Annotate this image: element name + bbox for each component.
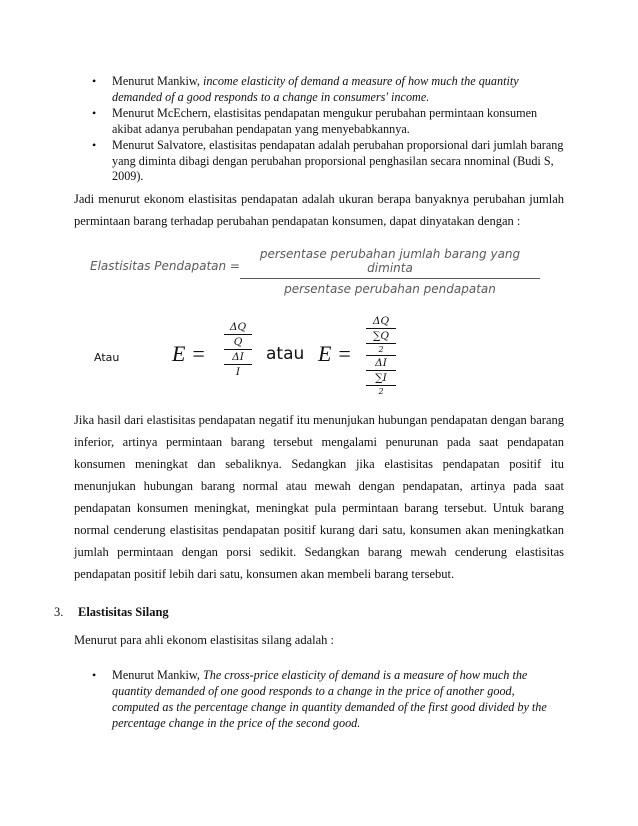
formula-numerator: persentase perubahan jumlah barang yang diminta: [259, 247, 521, 275]
fraction-bar: [366, 343, 396, 344]
fraction-bar: [366, 385, 396, 386]
paragraph-income-definition: Jadi menurut ekonom elastisitas pendapatan adalah ukuran berapa banyaknya perubahan jumlah permintaan barang terhadap perubahan pendapatan konsumen, dapat dinyatakan dengan :: [74, 192, 564, 228]
list-item-text: Menurut Mankiw,: [112, 668, 203, 682]
atau-label: Atau: [94, 351, 120, 364]
e2-denominator-divisor: 2: [378, 387, 384, 396]
e1-denominator-top: ΔI: [232, 351, 244, 363]
fraction-bar: [224, 364, 252, 365]
bullet-icon: •: [92, 138, 97, 152]
list-item: [84, 74, 564, 105]
formula-e1-lhs: E =: [172, 341, 206, 366]
bullet-icon: •: [92, 74, 97, 88]
list-item-text: Menurut McEchern, elastisitas pendapatan mengukur perubahan permintaan konsumen akibat adanya perubahan pendapatan yang menyebabkannya.: [112, 106, 538, 136]
e2-denominator-sum: ∑I: [375, 372, 387, 384]
definition-list-cross: [84, 667, 564, 732]
fraction-bar: [366, 370, 396, 371]
list-item-italic: The cross-price elasticity of demand is a measure of how much the quantity demanded of one good responds to a change in the price of another good, computed as the percentage change in quantity demanded of the first good divided by the percentage change in the price of the second good.: [112, 668, 547, 730]
fraction-bar-main: [366, 355, 396, 356]
formula-e1-fraction: [224, 321, 252, 378]
fraction-bar-main: [224, 349, 252, 350]
list-item-text: Menurut Mankiw,: [112, 74, 203, 88]
list-item-text: Menurut Salvatore, elastisitas pendapatan adalah perubahan proporsional dari jumlah barang yang diminta dibagi dengan perubahan proporsional penghasilan secara nnominal (Budi S, 2009).: [112, 138, 564, 183]
e2-numerator-sum: ∑Q: [372, 330, 390, 342]
formula-lhs: Elastisitas Pendapatan =: [90, 259, 240, 273]
e1-denominator-bottom: I: [235, 366, 241, 378]
formula-e2-fraction: [366, 315, 396, 396]
section-title: Elastisitas Silang: [78, 605, 169, 619]
list-item: [84, 106, 564, 137]
paragraph-income-interpretation: Jika hasil dari elastisitas pendapatan negatif itu menunjukan hubungan pendapatan dengan barang inferior, artinya permintaan barang tersebut mengalami penurunan pada saat pendapatan konsumen meningkat dan sebaliknya. Sedangkan jika elastisitas pendapatan positif itu menunjukan hubungan barang normal atau mewah dengan pendapatan, artinya pada saat pendapatan konsumen meningkat, meningkat pula permintaan barang tersebut. Untuk barang normal cenderung elastisitas pendapatan positif kurang dari satu, konsumen akan meningkatkan jumlah permintaan dengan porsi sedikit. Sedangkan barang mewah cenderung elastisitas pendapatan positif lebih dari satu, konsumen akan membeli barang tersebut.: [74, 413, 564, 581]
fraction-bar: [366, 328, 396, 329]
formula-elasticity-symbolic: [90, 315, 550, 397]
fraction-bar: [224, 334, 252, 335]
e1-numerator-bottom: Q: [233, 336, 243, 348]
paragraph-cross-intro: Menurut para ahli ekonom elastisitas silang adalah :: [74, 633, 334, 647]
section-number: 3.: [54, 605, 64, 619]
bullet-icon: •: [92, 106, 97, 120]
bullet-icon: •: [92, 668, 97, 682]
atau-connector: atau: [266, 344, 305, 364]
formula-e2-lhs: E =: [318, 341, 352, 366]
list-item-italic: income elasticity of demand a measure of how much the quantity demanded of a good responds to a change in consumers' income.: [112, 74, 519, 104]
list-item: [84, 667, 564, 731]
e1-numerator-top: ΔQ: [229, 321, 247, 333]
definition-list-income: [84, 74, 564, 186]
section-heading: [54, 605, 169, 620]
formula-denominator: persentase perubahan pendapatan: [284, 282, 496, 296]
e2-numerator-top: ΔQ: [372, 315, 390, 327]
list-item: [84, 138, 564, 185]
formula-income-elasticity: [90, 247, 545, 296]
e2-numerator-divisor: 2: [378, 345, 384, 354]
e2-denominator-top: ΔI: [375, 357, 387, 369]
formula-fraction: [240, 247, 540, 296]
